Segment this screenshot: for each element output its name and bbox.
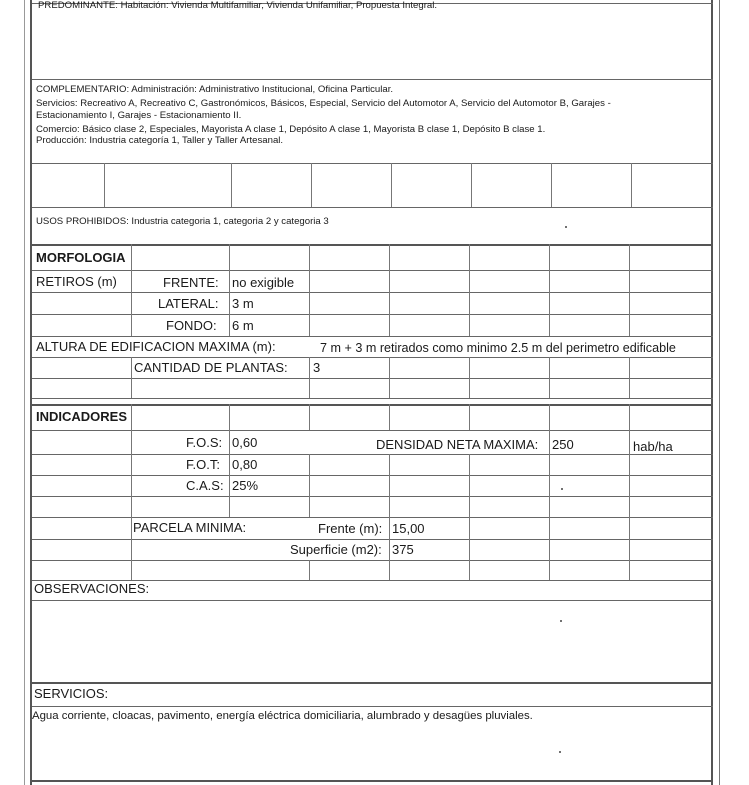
retiros-label: RETIROS (m) [36, 274, 117, 289]
parcela-frente-label: Frente (m): [318, 521, 383, 536]
grid-line [469, 244, 470, 336]
altura-value: 7 m + 3 m retirados como minimo 2.5 m del perimetro edificable [320, 341, 676, 355]
grid-line [309, 404, 310, 430]
fondo-value: 6 m [232, 318, 254, 333]
altura-label: ALTURA DE EDIFICACION MAXIMA (m): [36, 339, 276, 354]
servicios-text: Agua corriente, cloacas, pavimento, energía eléctrica domiciliaria, alumbrado y desagües pluviales. [32, 710, 533, 722]
parcela-superficie-label: Superficie (m2): [290, 542, 382, 557]
fos-label: F.O.S: [186, 435, 223, 450]
parcela-minima-label: PARCELA MINIMA: [133, 520, 247, 535]
grid-line [32, 163, 713, 164]
grid-line [391, 163, 392, 207]
grid-line [32, 600, 713, 601]
fot-label: F.O.T: [186, 457, 220, 472]
grid-line [32, 336, 713, 337]
complementario-line: COMPLEMENTARIO: Administración: Administrativo Institucional, Oficina Particular. [36, 84, 394, 95]
grid-line [389, 244, 390, 336]
morfologia-heading: MORFOLOGIA [36, 250, 126, 265]
indicadores-heading: INDICADORES [36, 409, 128, 424]
servicios-heading: SERVICIOS: [34, 686, 109, 701]
grid-line [131, 357, 132, 398]
section-divider [32, 404, 713, 406]
parcela-superficie-value: 375 [392, 542, 414, 557]
grid-line [32, 560, 713, 561]
grid-line [32, 292, 713, 293]
densidad-unit: hab/ha [633, 439, 673, 454]
grid-line [469, 357, 470, 398]
lateral-value: 3 m [232, 296, 254, 311]
grid-line [131, 244, 132, 336]
grid-line [629, 404, 630, 580]
predominante-text: PREDOMINANTE: Habitación: Vivienda Multifamiliar, Vivienda Unifamiliar, Propuesta Integral. [38, 0, 438, 11]
grid-line [32, 357, 713, 358]
grid-line [32, 706, 713, 707]
complementario-line: Servicios: Recreativo A, Recreativo C, Gastronómicos, Básicos, Especial, Servicio del Automotor A, Servicio del Automotor B, Garajes - [36, 98, 611, 109]
grid-line [629, 244, 630, 336]
grid-line [551, 163, 552, 207]
grid-line [104, 163, 105, 207]
grid-line [469, 404, 470, 430]
grid-line [131, 404, 132, 580]
plantas-label: CANTIDAD DE PLANTAS: [134, 360, 288, 375]
grid-line [549, 244, 550, 336]
grid-line [32, 496, 713, 497]
cas-label: C.A.S: [186, 478, 224, 493]
page-edge-left [24, 0, 25, 785]
grid-line [32, 517, 713, 518]
grid-line [32, 398, 713, 399]
grid-line [311, 163, 312, 207]
grid-line [549, 357, 550, 398]
divider-complementario [32, 79, 713, 80]
grid-line [32, 314, 713, 315]
densidad-label: DENSIDAD NETA MAXIMA: [376, 437, 539, 452]
observaciones-heading: OBSERVACIONES: [34, 581, 150, 596]
grid-line [389, 404, 390, 430]
grid-line [32, 270, 713, 271]
grid-line [229, 404, 230, 517]
lateral-label: LATERAL: [158, 296, 219, 311]
grid-line [32, 378, 713, 379]
scan-speck [561, 488, 563, 490]
complementario-line: Estacionamiento I, Garajes - Estacionamiento II. [36, 110, 242, 121]
usos-prohibidos-text: USOS PROHIBIDOS: Industria categoria 1, categoria 2 y categoria 3 [36, 216, 329, 227]
scan-speck [565, 226, 567, 228]
grid-line [231, 163, 232, 207]
grid-line [389, 454, 390, 580]
frente-label: FRENTE: [163, 275, 219, 290]
bottom-border [32, 780, 713, 782]
grid-line [229, 244, 230, 336]
densidad-value: 250 [552, 437, 574, 452]
grid-line [471, 163, 472, 207]
grid-line [32, 454, 713, 455]
grid-line [629, 357, 630, 398]
grid-line [32, 207, 713, 208]
grid-line [469, 454, 470, 580]
grid-line [389, 357, 390, 398]
grid-line [32, 430, 713, 431]
section-divider [32, 244, 713, 246]
complementario-line: Producción: Industria categoría 1, Taller y Taller Artesanal. [36, 135, 284, 146]
complementario-line: Comercio: Básico clase 2, Especiales, Mayorista A clase 1, Depósito A clase 1, Mayorista B clase 1, Depósito B clase 1. [36, 124, 546, 135]
grid-line [309, 454, 310, 517]
fos-value: 0,60 [232, 435, 258, 450]
grid-line [309, 560, 310, 580]
grid-line [631, 163, 632, 207]
scan-speck [560, 620, 562, 622]
parcela-frente-value: 15,00 [392, 521, 425, 536]
scan-speck [559, 751, 561, 753]
fot-value: 0,80 [232, 457, 258, 472]
page-edge-right [719, 0, 720, 785]
grid-line [32, 475, 713, 476]
fondo-label: FONDO: [166, 318, 217, 333]
grid-line [309, 244, 310, 336]
grid-line [309, 357, 310, 398]
section-divider [32, 682, 713, 684]
grid-line [32, 539, 713, 540]
cas-value: 25% [232, 478, 259, 493]
frente-value: no exigible [232, 275, 295, 290]
grid-line [549, 404, 550, 580]
plantas-value: 3 [313, 360, 321, 375]
